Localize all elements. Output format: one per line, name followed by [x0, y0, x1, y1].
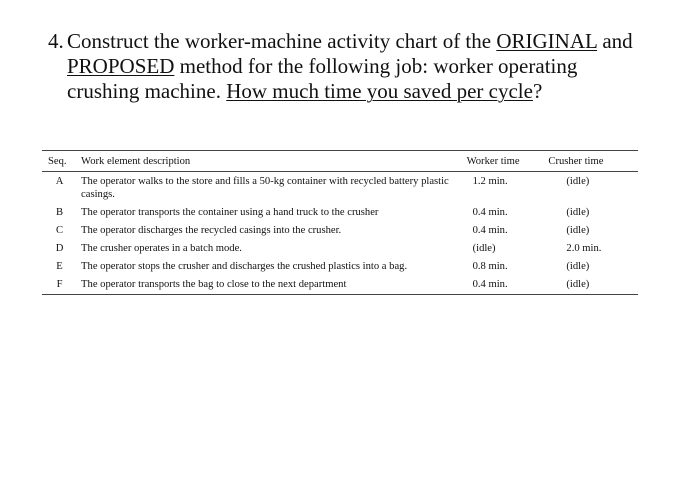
row-description: The crusher operates in a batch mode. — [81, 243, 242, 254]
row-crusher-time: (idle) — [566, 261, 590, 272]
question-line-1-suffix: and — [597, 29, 633, 53]
header-seq: Seq. — [48, 156, 67, 167]
question-line-3 — [48, 79, 668, 104]
table-row — [42, 204, 638, 222]
row-crusher-time: (idle) — [566, 225, 590, 236]
row-description: The operator stops the crusher and discharges the crushed plastics into a bag. — [81, 261, 408, 272]
row-seq: B — [55, 207, 64, 218]
table-row — [42, 172, 638, 205]
table-row — [42, 222, 638, 240]
row-worker-time: 1.2 min. — [472, 176, 508, 187]
header-crusher-time: Crusher time — [548, 156, 604, 167]
header-description: Work element description — [81, 156, 191, 167]
original-underlined: ORIGINAL — [496, 29, 598, 53]
table-row — [42, 258, 638, 276]
table-header — [42, 151, 638, 172]
row-description: The operator discharges the recycled casings into the crusher. — [81, 225, 342, 236]
row-seq: E — [56, 261, 63, 272]
work-element-table — [42, 150, 638, 295]
row-crusher-time: (idle) — [566, 279, 590, 290]
proposed-underlined: PROPOSED — [67, 54, 175, 78]
row-seq: F — [56, 279, 63, 290]
table-row — [42, 276, 638, 295]
row-crusher-time: 2.0 min. — [566, 243, 602, 254]
question-line-1-prefix: Construct the worker-machine activity chart of the — [67, 29, 497, 53]
question-line-3-suffix: ? — [532, 79, 543, 103]
row-description: The operator transports the container using a hand truck to the crusher — [81, 207, 379, 218]
table-row — [42, 240, 638, 258]
row-crusher-time: (idle) — [566, 176, 590, 187]
table-header-row — [42, 151, 638, 172]
row-worker-time: 0.4 min. — [472, 225, 508, 236]
row-worker-time: 0.4 min. — [472, 279, 508, 290]
row-worker-time: 0.8 min. — [472, 261, 508, 272]
question-line-2-suffix: method for the following job: worker operating — [174, 54, 578, 78]
row-crusher-time: (idle) — [566, 207, 590, 218]
row-seq: D — [55, 243, 64, 254]
question-text — [48, 29, 668, 104]
row-seq: A — [55, 176, 64, 187]
row-description: The operator transports the bag to close to the next department — [81, 279, 347, 290]
time-saved-underlined: How much time you saved per cycle — [226, 79, 533, 103]
question-line-3-prefix: crushing machine. — [67, 79, 227, 103]
question-line-1 — [48, 29, 668, 54]
row-description: The operator walks to the store and fills a 50-kg container with recycled battery plastic casings. — [81, 176, 449, 200]
row-seq: C — [55, 225, 64, 236]
question-line-2 — [48, 54, 668, 79]
row-worker-time: 0.4 min. — [472, 207, 508, 218]
question-number: 4. — [48, 29, 64, 53]
row-worker-time: (idle) — [472, 243, 496, 254]
table-body — [42, 172, 638, 295]
header-worker-time: Worker time — [466, 156, 520, 167]
